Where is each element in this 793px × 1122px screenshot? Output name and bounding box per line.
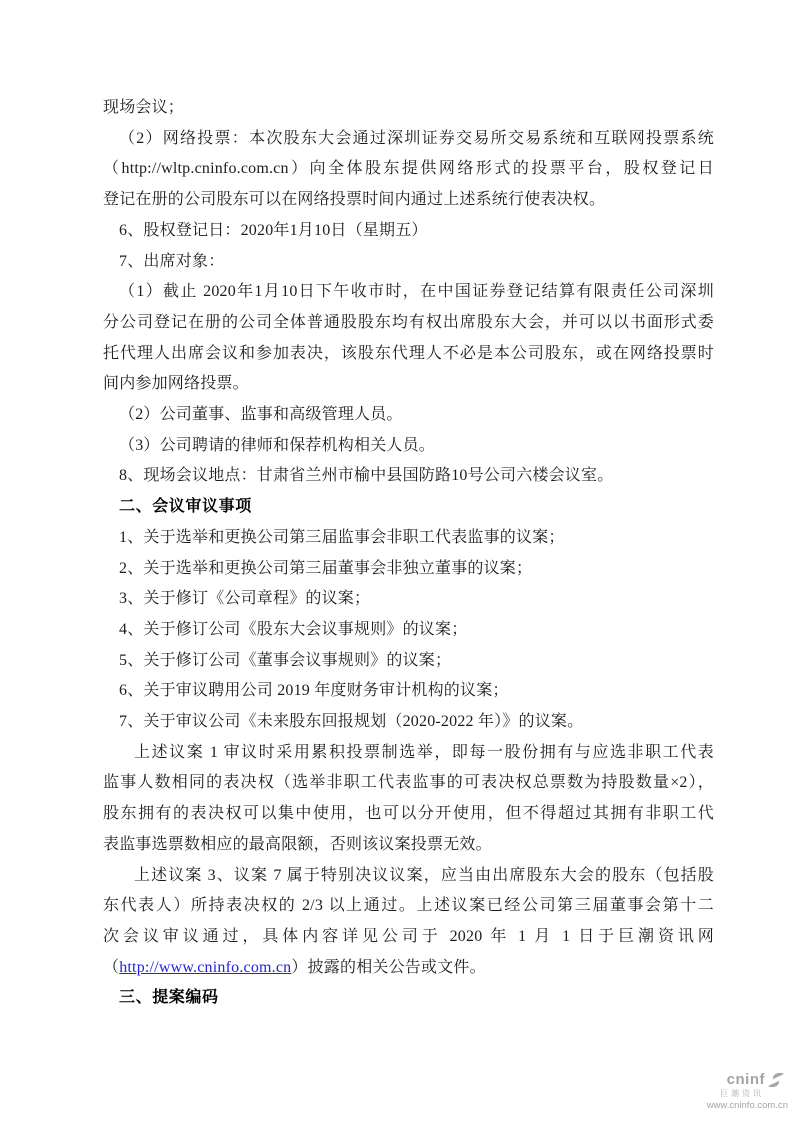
doc-line: 现场会议； (103, 99, 185, 116)
doc-line-attendees: 7、出席对象： (119, 252, 225, 270)
doc-line-record-date: 6、股权登记日：2020年1月10日（星期五） (119, 221, 428, 239)
doc-line: （http://wltp.cninfo.com.cn）向全体股东提供网络形式的投票平台，股权登记日 (103, 160, 714, 178)
doc-line: 表监事选票数相应的最高限额，否则该议案投票无效。 (103, 835, 492, 853)
doc-line: 分公司登记在册的公司全体普通股股东均有权出席股东大会，并可以以书面形式委 (103, 313, 714, 331)
doc-line-meeting-place: 8、现场会议地点：甘肃省兰州市榆中县国防路10号公司六楼会议室。 (119, 467, 614, 485)
cninfo-swirl-icon (767, 1071, 785, 1089)
doc-line-proposal-3: 3、关于修订《公司章程》的议案； (119, 590, 371, 608)
cninfo-footer-logo (707, 1071, 788, 1111)
doc-line-proposal-2: 2、关于选举和更换公司第三届董事会非独立董事的议案； (119, 559, 533, 577)
cninfo-disclosure-link[interactable]: http://www.cninfo.com.cn (119, 958, 292, 976)
doc-line: （1）截止 2020年1月10日下午收市时，在中国证券登记结算有限责任公司深圳 (119, 283, 714, 301)
doc-line-with-link (103, 953, 714, 984)
doc-line: 次会议审议通过，具体内容详见公司于 2020 年 1 月 1 日于巨潮资讯网 (103, 927, 714, 945)
doc-line-proposal-1: 1、关于选举和更换公司第三届监事会非职工代表监事的议案； (119, 528, 565, 546)
document-body (103, 93, 714, 1014)
cninfo-brand-chinese: 巨潮资讯 (720, 1088, 764, 1098)
doc-line-proposal-6: 6、关于审议聘用公司 2019 年度财务审计机构的议案； (119, 682, 509, 700)
doc-line: 上述议案 1 审议时采用累积投票制选举，即每一股份拥有与应选非职工代表 (134, 743, 714, 761)
doc-line: 间内参加网络投票。 (103, 375, 249, 393)
doc-line: 监事人数相同的表决权（选举非职工代表监事的可表决权总票数为持股数量×2）， (103, 774, 714, 792)
doc-line: 上述议案 3、议案 7 属于特别决议议案，应当由出席股东大会的股东（包括股 (134, 866, 714, 884)
doc-line: （2）公司董事、监事和高级管理人员。 (119, 406, 403, 424)
link-line-pre: （ (103, 958, 120, 976)
doc-line: （3）公司聘请的律师和保荐机构相关人员。 (119, 436, 436, 454)
doc-line: 东代表人）所持表决权的 2/3 以上通过。上述议案已经公司第三届董事会第十二 (103, 897, 714, 915)
doc-line-proposal-4: 4、关于修订公司《股东大会议事规则》的议案； (119, 620, 468, 638)
doc-line: （2）网络投票：本次股东大会通过深圳证券交易所交易系统和互联网投票系统 (119, 129, 714, 147)
doc-line-proposal-7: 7、关于审议公司《未来股东回报规划（2020-2022 年）》的议案。 (119, 713, 584, 731)
doc-line: 托代理人出席会议和参加表决，该股东代理人不必是本公司股东，或在网络投票时 (103, 344, 714, 362)
cninfo-brand-text: cninf (726, 1071, 765, 1088)
cninfo-brand-url: www.cninfo.com.cn (706, 1099, 788, 1111)
doc-line-proposal-5: 5、关于修订公司《董事会议事规则》的议案； (119, 651, 452, 669)
doc-line: 股东拥有的表决权可以集中使用，也可以分开使用，但不得超过其拥有非职工代 (103, 805, 714, 823)
section-heading-proposal-codes: 三、提案编码 (119, 989, 219, 1007)
link-line-post: ）披露的相关公告或文件。 (291, 958, 486, 976)
section-heading-review-items: 二、会议审议事项 (119, 498, 252, 516)
doc-line: 登记在册的公司股东可以在网络投票时间内通过上述系统行使表决权。 (103, 191, 606, 209)
